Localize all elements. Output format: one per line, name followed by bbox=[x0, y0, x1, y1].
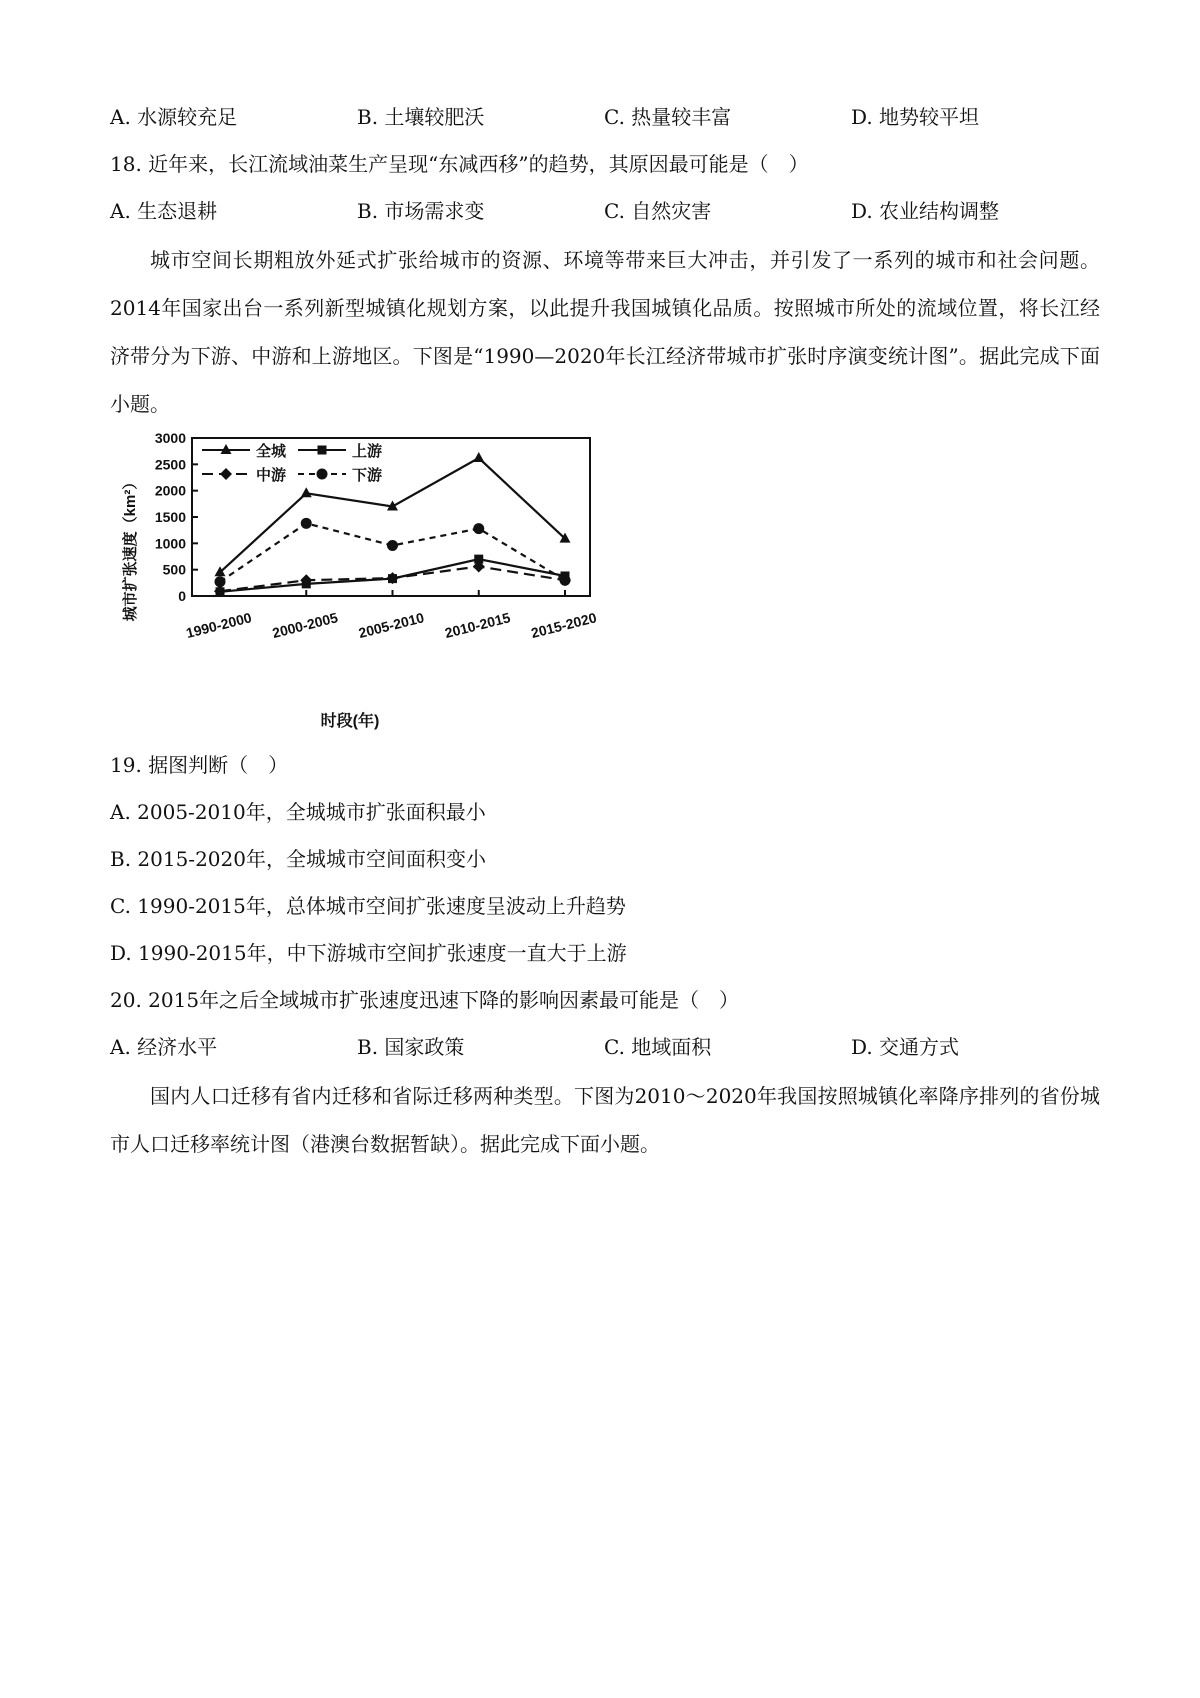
q20-option-a: A. 经济水平 bbox=[110, 1035, 218, 1059]
q19-option-d: D. 1990-2015年，中下游城市空间扩张速度一直大于上游 bbox=[110, 941, 627, 965]
q18-option-a: A. 生态退耕 bbox=[110, 199, 218, 223]
chart-x-tick-label: 1990-2000 bbox=[184, 609, 254, 642]
q19-stem: 19. 据图判断（ ） bbox=[110, 753, 289, 777]
q18-stem: 18. 近年来，长江流域油菜生产呈现“东减西移”的趋势，其原因最可能是（ ） bbox=[110, 152, 809, 176]
chart-y-tick-label: 0 bbox=[178, 588, 186, 604]
chart-legend-label-0: 全城 bbox=[256, 443, 287, 460]
q17-option-c: C. 热量较丰富 bbox=[604, 105, 732, 129]
q18-option-d: D. 农业结构调整 bbox=[851, 199, 1000, 223]
chart-legend-label-2: 中游 bbox=[256, 467, 287, 484]
q20-stem: 20. 2015年之后全域城市扩张速度迅速下降的影响因素最可能是（ ） bbox=[110, 988, 740, 1012]
q20-option-d: D. 交通方式 bbox=[851, 1035, 960, 1059]
q19-option-a: A. 2005-2010年，全城城市扩张面积最小 bbox=[110, 800, 486, 824]
chart-legend-marker-1 bbox=[318, 446, 327, 455]
q17-option-b: B. 土壤较肥沃 bbox=[357, 105, 485, 129]
chart-x-tick-label: 2005-2010 bbox=[356, 609, 426, 642]
chart-x-tick-label: 2015-2020 bbox=[529, 609, 599, 642]
chart-point-series-3 bbox=[560, 575, 571, 586]
chart-point-series-3 bbox=[387, 540, 398, 551]
chart-point-series-0 bbox=[301, 487, 312, 497]
chart-x-tick-label: 2010-2015 bbox=[443, 609, 512, 642]
q17-option-a: A. 水源较充足 bbox=[110, 105, 238, 129]
chart-x-axis-label: 时段(年) bbox=[320, 713, 380, 730]
chart-y-axis-label: 城市扩张速度（km²） bbox=[122, 474, 139, 622]
q18-option-c: C. 自然灾害 bbox=[604, 199, 712, 223]
chart-y-tick-label: 500 bbox=[162, 561, 186, 578]
chart-legend-label-3: 下游 bbox=[352, 467, 383, 484]
chart-point-series-3 bbox=[301, 518, 312, 529]
passage-population-migration: 国内人口迁移有省内迁移和省际迁移两种类型。下图为2010～2020年我国按照城镇化率降序排列的省份城市人口迁移率统计图（港澳台数据暂缺）。据此完成下面小题。 bbox=[110, 1084, 1100, 1156]
chart-y-tick-label: 3000 bbox=[154, 430, 186, 446]
passage-urban-expansion: 城市空间长期粗放外延式扩张给城市的资源、环境等带来巨大冲击，并引发了一系列的城市和社会问题。2014年国家出台一系列新型城镇化规划方案，以此提升我国城镇化品质。按照城市所处的流域位置，将长江经济带分为下游、中游和上游地区。下图是“1990—2020年长江经济带城市扩张时序演变统计图”。据此完成下面小题。 bbox=[110, 248, 1100, 416]
chart-legend-marker-2 bbox=[220, 468, 232, 480]
chart-plot-frame bbox=[192, 438, 590, 596]
chart-y-tick-label: 2000 bbox=[154, 482, 186, 499]
chart-legend-label-1: 上游 bbox=[352, 443, 383, 460]
q17-option-d: D. 地势较平坦 bbox=[851, 105, 980, 129]
q19-option-b: B. 2015-2020年，全城城市空间面积变小 bbox=[110, 847, 486, 871]
q19-option-c: C. 1990-2015年，总体城市空间扩张速度呈波动上升趋势 bbox=[110, 894, 626, 918]
chart-point-series-0 bbox=[473, 452, 484, 462]
q18-option-b: B. 市场需求变 bbox=[357, 199, 485, 223]
chart-point-series-3 bbox=[473, 523, 484, 534]
chart-y-tick-label: 1500 bbox=[154, 509, 186, 525]
chart-legend-marker-3 bbox=[317, 469, 328, 480]
urban-expansion-line-chart bbox=[120, 428, 640, 738]
chart-y-tick-label: 2500 bbox=[154, 456, 186, 473]
chart-point-series-3 bbox=[215, 576, 226, 587]
chart-x-tick-label: 2000-2005 bbox=[270, 609, 340, 642]
q20-option-b: B. 国家政策 bbox=[357, 1035, 465, 1059]
q20-option-c: C. 地域面积 bbox=[604, 1035, 712, 1059]
chart-y-tick-label: 1000 bbox=[154, 535, 186, 552]
